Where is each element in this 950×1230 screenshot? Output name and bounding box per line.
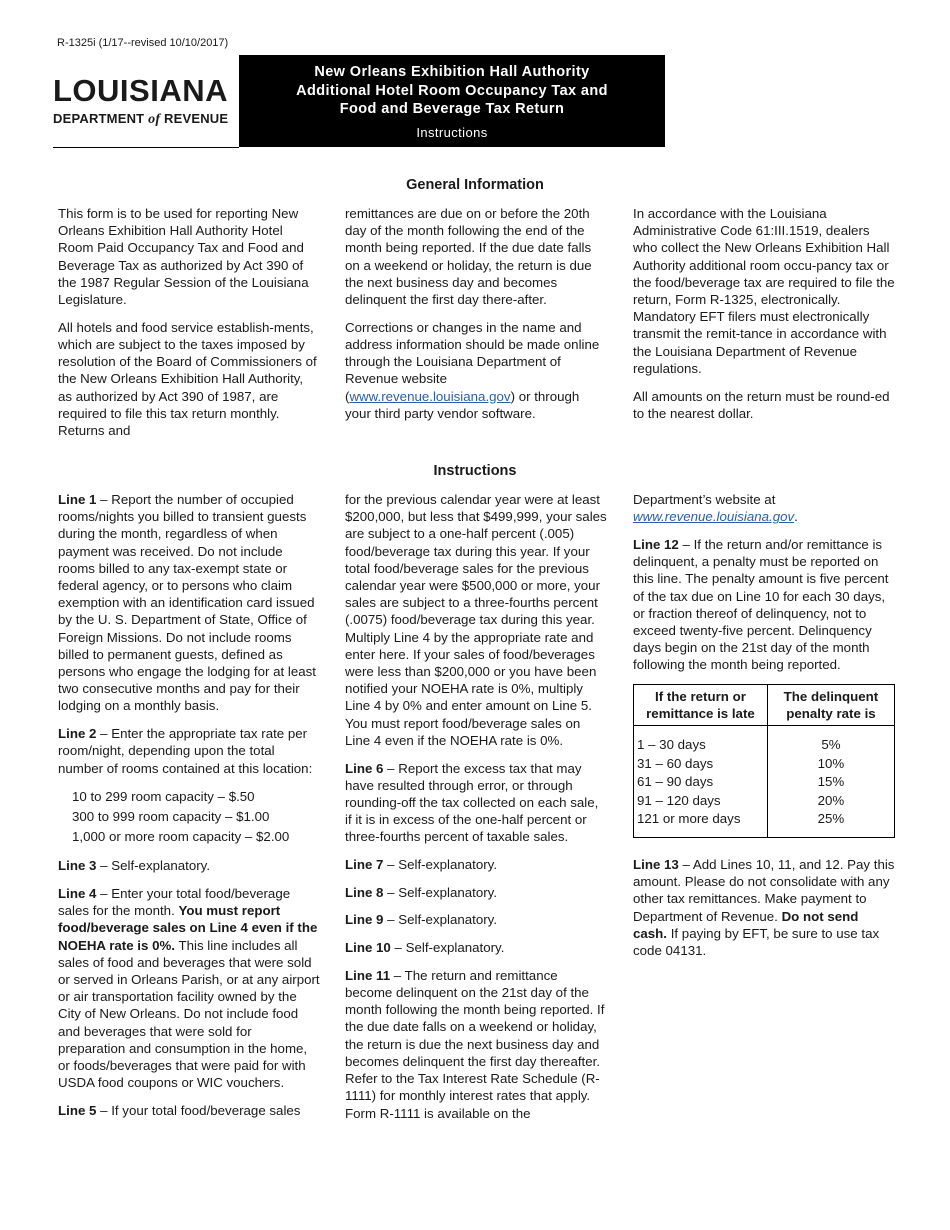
instructions-column-3 [633, 491, 895, 970]
table-row [634, 726, 895, 755]
line-10-instruction: Line 10 – Self-explanatory. [345, 940, 505, 956]
line-5-instruction-continued: for the previous calendar year were at least $200,000, but less that $499,999, your sales are subject to a one-half percent (.005) food/beverage tax during this year. If your total food/beverage sales for the previous calendar year were $500,000 or more, your sales are subject to a three-fourths percent (.0075) food/beverage tax during this year. Multiply Line 4 by the appropriate rate and enter here. If your sales of food/beverages were less than $200,000 or you have been notified your NOEHA rate is 0%, multiply Line 4 by 0% and enter amount on Line 5. You must report food/beverage sales on Line 4 even if the NOEHA rate is 0%. [345, 492, 607, 748]
general-paragraph: remittances are due on or before the 20th day of the month following the end of the month being reported. If the due date falls on a weekend or holiday, the return is due the next business day and becomes delinquent the first day there-after. [345, 206, 592, 308]
penalty-rate-table [633, 684, 895, 838]
general-paragraph: All amounts on the return must be round-ed to the nearest dollar. [633, 388, 890, 421]
line-7-instruction: Line 7 – Self-explanatory. [345, 857, 498, 873]
logo-louisiana: LOUISIANA [53, 73, 228, 108]
room-rate-list [72, 787, 320, 847]
logo-revenue-word: REVENUE [164, 111, 229, 126]
line-9-instruction: Line 9 – Self-explanatory. [345, 912, 498, 928]
penalty-days: 121 or more days [634, 810, 768, 837]
line-13-instruction: Line 13 – Add Lines 10, 11, and 12. Pay this amount. Please do not consolidate with any other tax remittances. Make payment to Department of Revenue. Do not send cash. If paying by EFT, be sure to use tax code 04131. [633, 857, 895, 959]
penalty-days: 61 – 90 days [634, 773, 768, 792]
instructions-heading: Instructions [433, 463, 517, 479]
penalty-header-late: If the return or remittance is late [634, 685, 768, 726]
line-11-instruction: Line 11 – The return and remittance become delinquent on the 21st day of the month following the month being reported. If the due date falls on a weekend or holiday, the return is due the next business day and becomes delinquent the first day thereafter. Refer to the Tax Interest Rate Schedule (R-1111) for monthly interest rates that apply. Form R-1111 is available on the [345, 967, 605, 1121]
title-subtitle: Instructions [416, 124, 488, 140]
instructions-column-2 [345, 491, 607, 1132]
table-row [634, 810, 895, 837]
revenue-website-link[interactable]: www.revenue.louisiana.gov [349, 388, 511, 404]
table-row [634, 773, 895, 792]
logo-department-of-revenue [53, 111, 239, 128]
title-banner [239, 55, 665, 147]
logo-of-word: of [148, 112, 161, 127]
room-rate-item: 300 to 999 room capacity – $1.00 [72, 809, 270, 825]
general-paragraph: Corrections or changes in the name and address information should be made online through the Louisiana Department of Revenue website (www.revenue.louisiana.gov) or through your third party vendor software. [345, 319, 600, 421]
line-3-instruction: Line 3 – Self-explanatory. [58, 858, 211, 874]
revenue-website-link[interactable]: www.revenue.louisiana.gov [633, 509, 795, 525]
table-row [634, 755, 895, 774]
line-8-instruction: Line 8 – Self-explanatory. [345, 884, 498, 900]
general-information-heading: General Information [406, 177, 544, 193]
penalty-header-rate: The delinquent penalty rate is [767, 685, 894, 726]
penalty-rate: 20% [767, 792, 894, 811]
general-paragraph: In accordance with the Louisiana Administrative Code 61:III.1519, dealers who collect the New Orleans Exhibition Hall Authority additional room occu-pancy tax or the food/beverage tax are required to file the return, Form R-1325, electronically. Mandatory EFT filers must electronically transmit the remit-tance in accordance with the Louisiana Department of Revenue regulations. [633, 206, 895, 376]
penalty-rate: 25% [767, 810, 894, 837]
line-2-instruction: Line 2 – Enter the appropriate tax rate per room/night, depending upon the total number of rooms contained at this location: [58, 726, 313, 776]
general-paragraph: All hotels and food service establish-ments, which are subject to the taxes imposed by resolution of the Board of Commissioners of the New Orleans Exhibition Hall Authority, as authorized by Act 390 of 1987, are required to file this tax return monthly. Returns and [58, 319, 317, 438]
instructions-column-1 [58, 491, 320, 1130]
penalty-days: 1 – 30 days [634, 726, 768, 755]
penalty-rate: 10% [767, 755, 894, 774]
penalty-days: 91 – 120 days [634, 792, 768, 811]
room-rate-item: 1,000 or more room capacity – $2.00 [72, 829, 290, 845]
form-id: R-1325i (1/17--revised 10/10/2017) [57, 37, 229, 49]
line-5-instruction: Line 5 – If your total food/beverage sales [58, 1102, 301, 1118]
department-logo [53, 55, 239, 148]
general-column-2 [345, 205, 607, 432]
penalty-days: 31 – 60 days [634, 755, 768, 774]
penalty-rate: 5% [767, 726, 894, 755]
general-column-1 [58, 205, 320, 450]
title-line-1: New Orleans Exhibition Hall Authority [314, 64, 590, 80]
room-rate-item: 10 to 299 room capacity – $.50 [72, 789, 255, 805]
general-paragraph: This form is to be used for reporting New Orleans Exhibition Hall Authority Hotel Room Paid Occupancy Tax and Food and Beverage Tax as authorized by Act 390 of the 1987 Regular Session of the Louisiana Legislature. [58, 206, 309, 308]
title-line-3: Food and Beverage Tax Return [339, 101, 565, 117]
penalty-rate: 15% [767, 773, 894, 792]
line-11-instruction-continued: Department’s website at www.revenue.louisiana.gov. [633, 492, 798, 525]
line-6-instruction: Line 6 – Report the excess tax that may have resulted through error, or through rounding-off the tax collected on each sale, if it is in excess of the one-half percent or three-fourths percent of taxable sales. [345, 760, 599, 845]
title-line-2: Additional Hotel Room Occupancy Tax and [296, 82, 608, 99]
logo-dept-word: DEPARTMENT [53, 111, 145, 126]
table-row [634, 792, 895, 811]
general-column-3 [633, 205, 895, 432]
line-1-instruction: Line 1 – Report the number of occupied rooms/nights you billed to transient guests during the month, regardless of when payment was received. Do not include rooms billed to any tax-exempt state or federal agency, or to persons who claim exemption with an identification card issued by the U. S. Department of State, Office of Foreign Missions. Do not include rooms billed to permanent guests, defined as persons who engage the lodging for at least two consecutive months and pay for their lodging on a monthly basis. [58, 492, 316, 714]
line-12-instruction: Line 12 – If the return and/or remittance is delinquent, a penalty must be reported on this line. The penalty amount is five percent of the tax due on Line 10 for each 30 days, or fraction thereof of delinquency, not to exceed twenty-five percent. Delinquency days begin on the 21st day of the month following the month being reported. [633, 536, 889, 673]
line-4-instruction: Line 4 – Enter your total food/beverage sales for the month. You must report food/beverage sales on Line 4 even if the NOEHA rate is 0%. This line includes all sales of food and beverages that were sold or served in Orleans Parish, or at any airport or air transportation facility owned by the City of New Orleans. Do not include food and beverages that were sold for preparation and consumption in the home, or foods/beverages that were paid for with USDA food coupons or WIC vouchers. [58, 885, 320, 1091]
